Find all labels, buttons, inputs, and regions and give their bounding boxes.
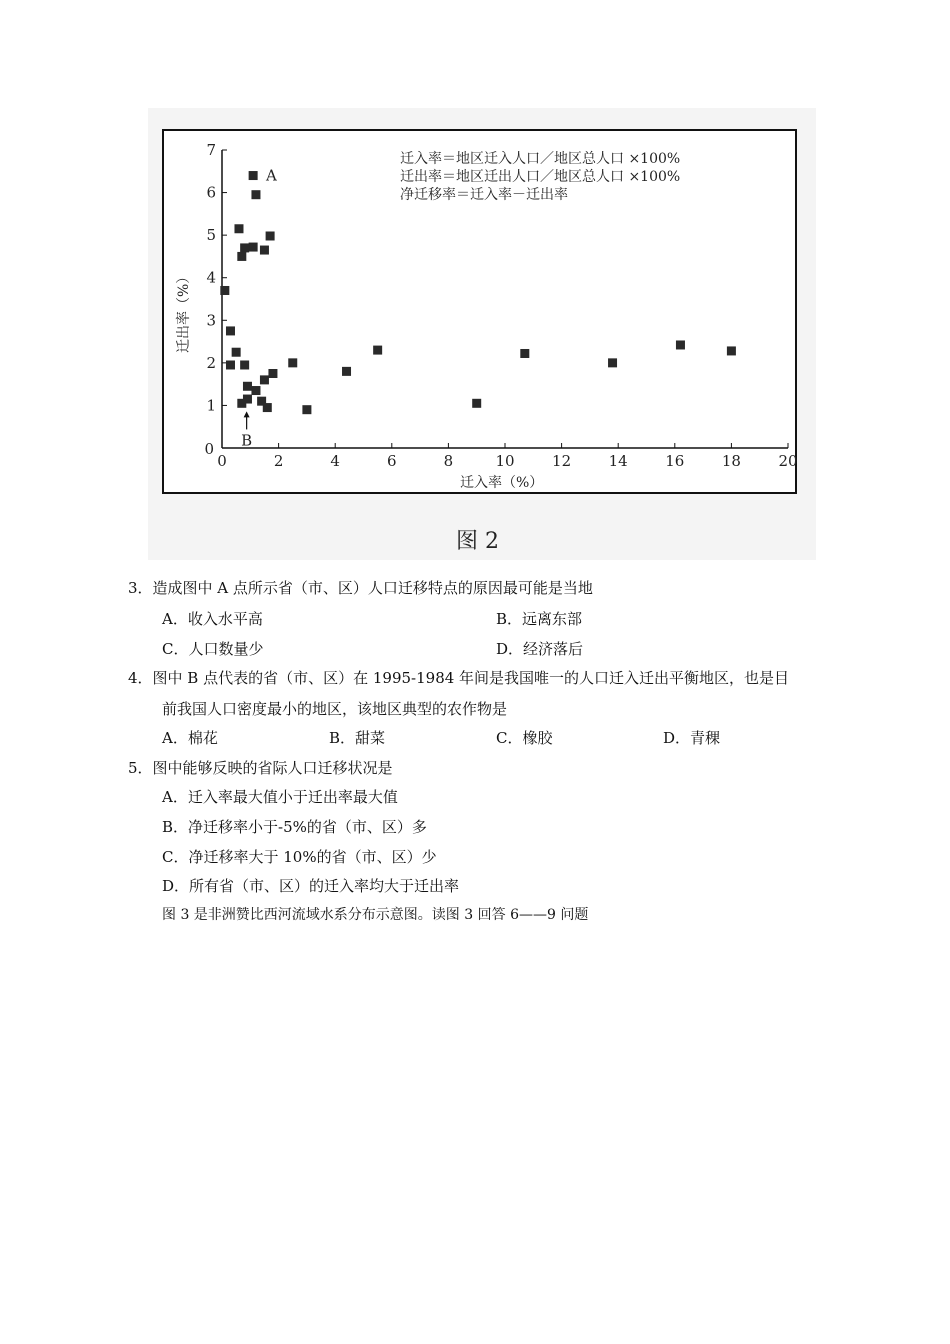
data-point <box>251 190 260 199</box>
x-tick-label: 6 <box>387 452 397 470</box>
y-axis-label: 迁出率（%） <box>176 269 192 353</box>
x-tick-label: 20 <box>778 452 798 470</box>
data-point <box>302 405 311 414</box>
data-point <box>220 286 229 295</box>
data-point <box>237 252 246 261</box>
q4-option-a: A．棉花 <box>162 729 218 747</box>
x-tick-label: 8 <box>443 452 454 470</box>
question-5-stem: 5．图中能够反映的省际人口迁移状况是 <box>128 759 393 777</box>
data-point <box>727 346 736 355</box>
x-tick-label: 14 <box>608 452 628 470</box>
data-point <box>676 340 685 349</box>
q4-option-c: C．橡胶 <box>496 729 553 747</box>
data-point <box>263 403 272 412</box>
y-tick-label: 4 <box>206 268 216 287</box>
figure-caption: 图 2 <box>456 529 499 554</box>
data-point <box>249 171 258 180</box>
data-point <box>240 360 249 369</box>
data-point <box>472 399 481 408</box>
q3-option-a: A．收入水平高 <box>162 610 263 628</box>
data-point <box>232 348 241 357</box>
q5-option-b: B．净迁移率小于-5%的省（市、区）多 <box>162 818 427 836</box>
q5-option-d: D．所有省（市、区）的迁入率均大于迁出率 <box>162 877 460 895</box>
y-tick-label: 2 <box>206 353 216 372</box>
data-point <box>243 382 252 391</box>
q5-option-a: A．迁入率最大值小于迁出率最大值 <box>162 788 398 806</box>
data-point <box>249 243 258 252</box>
data-point <box>260 375 269 384</box>
data-point <box>240 243 249 252</box>
formula-1: 迁入率＝地区迁入人口／地区总人口 ×100% <box>400 151 681 167</box>
x-tick-label: 18 <box>721 452 741 470</box>
question-4-stem: 4．图中 B 点代表的省（市、区）在 1995-1984 年间是我国唯一的人口迁入迁出平衡地区，也是目 <box>128 669 790 687</box>
data-point <box>234 224 243 233</box>
question-3-stem: 3．造成图中 A 点所示省（市、区）人口迁移特点的原因最可能是当地 <box>128 579 593 597</box>
y-tick-label: 5 <box>206 226 216 245</box>
data-point <box>260 246 269 255</box>
figure-2 <box>148 108 816 560</box>
annotation-a: A <box>265 166 277 185</box>
y-tick-label: 0 <box>204 440 214 458</box>
q4-option-b: B．甜菜 <box>329 729 386 747</box>
q4-option-d: D．青稞 <box>663 729 721 747</box>
data-point <box>237 399 246 408</box>
x-tick-label: 12 <box>552 452 572 470</box>
data-point <box>342 367 351 376</box>
data-point <box>520 349 529 358</box>
x-tick-label: 16 <box>665 452 685 470</box>
question-4-stem-cont: 前我国人口密度最小的地区，该地区典型的农作物是 <box>162 700 508 718</box>
q3-option-b: B．远离东部 <box>496 610 583 628</box>
data-point <box>373 346 382 355</box>
x-tick-label: 2 <box>273 452 284 470</box>
data-point <box>268 369 277 378</box>
x-tick-label: 10 <box>495 452 515 470</box>
q3-option-d: D．经济落后 <box>496 640 584 658</box>
x-tick-label: 0 <box>217 452 227 470</box>
data-point <box>251 386 260 395</box>
data-point <box>288 358 297 367</box>
q5-option-c: C．净迁移率大于 10%的省（市、区）少 <box>162 848 437 866</box>
formula-2: 迁出率＝地区迁出人口／地区总人口 ×100% <box>400 169 681 185</box>
data-point <box>266 231 275 240</box>
data-point <box>608 358 617 367</box>
y-tick-label: 6 <box>206 183 216 202</box>
scatter-chart <box>148 108 816 560</box>
x-axis-label: 迁入率（%） <box>460 475 544 491</box>
y-tick-label: 3 <box>206 311 216 330</box>
data-point <box>226 360 235 369</box>
data-point <box>226 326 235 335</box>
x-tick-label: 4 <box>330 452 340 470</box>
annotation-b: B <box>241 431 253 450</box>
formula-3: 净迁移率＝迁入率－迁出率 <box>400 187 568 203</box>
intro-figure-3: 图 3 是非洲赞比西河流域水系分布示意图。读图 3 回答 6——9 问题 <box>162 907 589 923</box>
q3-option-c: C．人口数量少 <box>162 640 264 658</box>
y-tick-label: 7 <box>206 141 216 159</box>
y-tick-label: 1 <box>206 396 216 415</box>
